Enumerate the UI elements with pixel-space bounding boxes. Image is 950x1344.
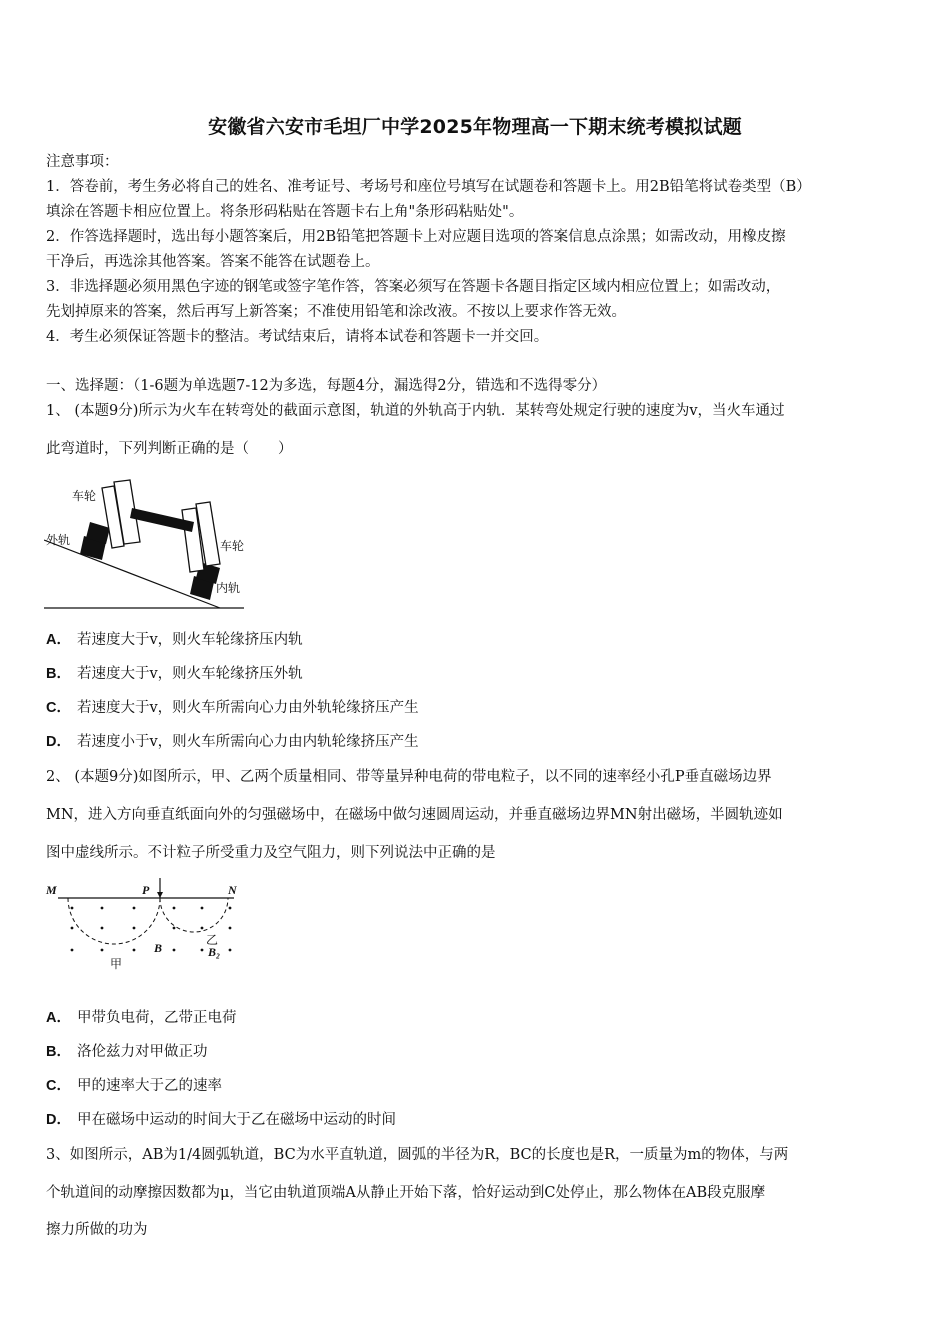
option-letter: C． — [46, 1078, 71, 1094]
notice-item: 4．考生必须保证答题卡的整洁。考试结束后，请将本试卷和答题卡一并交回。 — [46, 329, 549, 345]
option-text: 若速度大于v，则火车所需向心力由外轨轮缘挤压产生 — [76, 700, 419, 716]
notice-item: 2．作答选择题时，选出每小题答案后，用2B铅笔把答题卡上对应题目选项的答案信息点涂黑；如需改动，用橡皮擦 — [46, 229, 786, 245]
label-outer-rail: 外轨 — [46, 533, 71, 547]
option-letter: B． — [46, 1044, 71, 1060]
question-3-stem: 擦力所做的功为 — [46, 1222, 148, 1238]
page-title: 安徽省六安市毛坦厂中学2025年物理高一下期末统考模拟试题 — [208, 116, 742, 138]
label-m: M — [46, 883, 57, 897]
option-text: 甲的速率大于乙的速率 — [76, 1078, 222, 1094]
option-letter: C． — [46, 700, 71, 716]
label-n: N — [228, 883, 237, 897]
option-text: 甲带负电荷，乙带正电荷 — [76, 1010, 237, 1026]
question-1-option-a — [46, 630, 303, 650]
label-b: B — [154, 941, 163, 955]
notice-item: 先划掉原来的答案，然后再写上新答案；不准使用铅笔和涂改液。不按以上要求作答无效。 — [46, 304, 626, 320]
option-letter: D． — [46, 734, 71, 750]
label-p: P — [142, 883, 150, 897]
option-letter: B． — [46, 666, 71, 682]
label-jia: 甲 — [110, 957, 123, 971]
label-b2: B₂ — [208, 945, 221, 959]
question-2-option-b — [46, 1042, 207, 1062]
notice-item: 1．答卷前，考生务必将自己的姓名、准考证号、考场号和座位号填写在试题卷和答题卡上。用2B铅笔将试卷类型（B） — [46, 179, 811, 195]
notice-item: 3．非选择题必须用黑色字迹的钢笔或签字笔作答，答案必须写在答题卡各题目指定区域内相应位置上；如需改动， — [46, 279, 781, 295]
question-1-stem: 此弯道时，下列判断正确的是（ ） — [46, 441, 293, 457]
label-inner-rail: 内轨 — [216, 581, 241, 595]
option-text: 洛伦兹力对甲做正功 — [76, 1044, 208, 1060]
notice-item: 干净后，再选涂其他答案。答案不能答在试题卷上。 — [46, 254, 380, 270]
option-text: 甲在磁场中运动的时间大于乙在磁场中运动的时间 — [76, 1112, 396, 1128]
notice-heading: 注意事项： — [46, 154, 119, 170]
question-2-option-a — [46, 1008, 236, 1028]
question-1-option-d — [46, 732, 419, 752]
label-wheel-right: 车轮 — [220, 539, 245, 553]
question-1-option-c — [46, 698, 419, 718]
option-letter: D． — [46, 1112, 71, 1128]
question-1-stem: 1、 (本题9分)所示为火车在转弯处的截面示意图，轨道的外轨高于内轨．某转弯处规定行驶的速度为v，当火车通过 — [46, 403, 785, 419]
option-text: 若速度大于v，则火车轮缘挤压内轨 — [76, 632, 303, 648]
label-wheel-top: 车轮 — [72, 489, 97, 503]
question-2-stem: 2、 (本题9分)如图所示，甲、乙两个质量相同、带等量异种电荷的带电粒子，以不同的速率经小孔P垂直磁场边界 — [46, 769, 772, 785]
question-3-stem: 3、如图所示，AB为1/4圆弧轨道，BC为水平直轨道，圆弧的半径为R，BC的长度也是R，一质量为m的物体，与两 — [46, 1147, 789, 1163]
option-letter: A． — [46, 632, 71, 648]
question-1-option-b — [46, 664, 303, 684]
notice-item: 填涂在答题卡相应位置上。将条形码粘贴在答题卡右上角"条形码粘贴处"。 — [46, 204, 524, 220]
label-yi: 乙 — [206, 933, 219, 947]
question-2-stem: MN，进入方向垂直纸面向外的匀强磁场中，在磁场中做匀速圆周运动，并垂直磁场边界MN射出磁场，半圆轨迹如 — [46, 807, 783, 823]
option-text: 若速度小于v，则火车所需向心力由内轨轮缘挤压产生 — [76, 734, 419, 750]
question-3-stem: 个轨道间的动摩擦因数都为μ，当它由轨道顶端A从静止开始下落，恰好运动到C处停止，那么物体在AB段克服摩 — [46, 1185, 766, 1201]
option-text: 若速度大于v，则火车轮缘挤压外轨 — [76, 666, 303, 682]
train-track-figure — [44, 462, 254, 614]
magnetic-field-figure — [44, 874, 254, 974]
question-2-option-c — [46, 1076, 222, 1096]
question-2-stem: 图中虚线所示。不计粒子所受重力及空气阻力，则下列说法中正确的是 — [46, 845, 496, 861]
section-heading: 一、选择题：（1-6题为单选题7-12为多选，每题4分，漏选得2分，错选和不选得零分） — [46, 378, 607, 394]
question-2-option-d — [46, 1110, 396, 1130]
option-letter: A． — [46, 1010, 71, 1026]
